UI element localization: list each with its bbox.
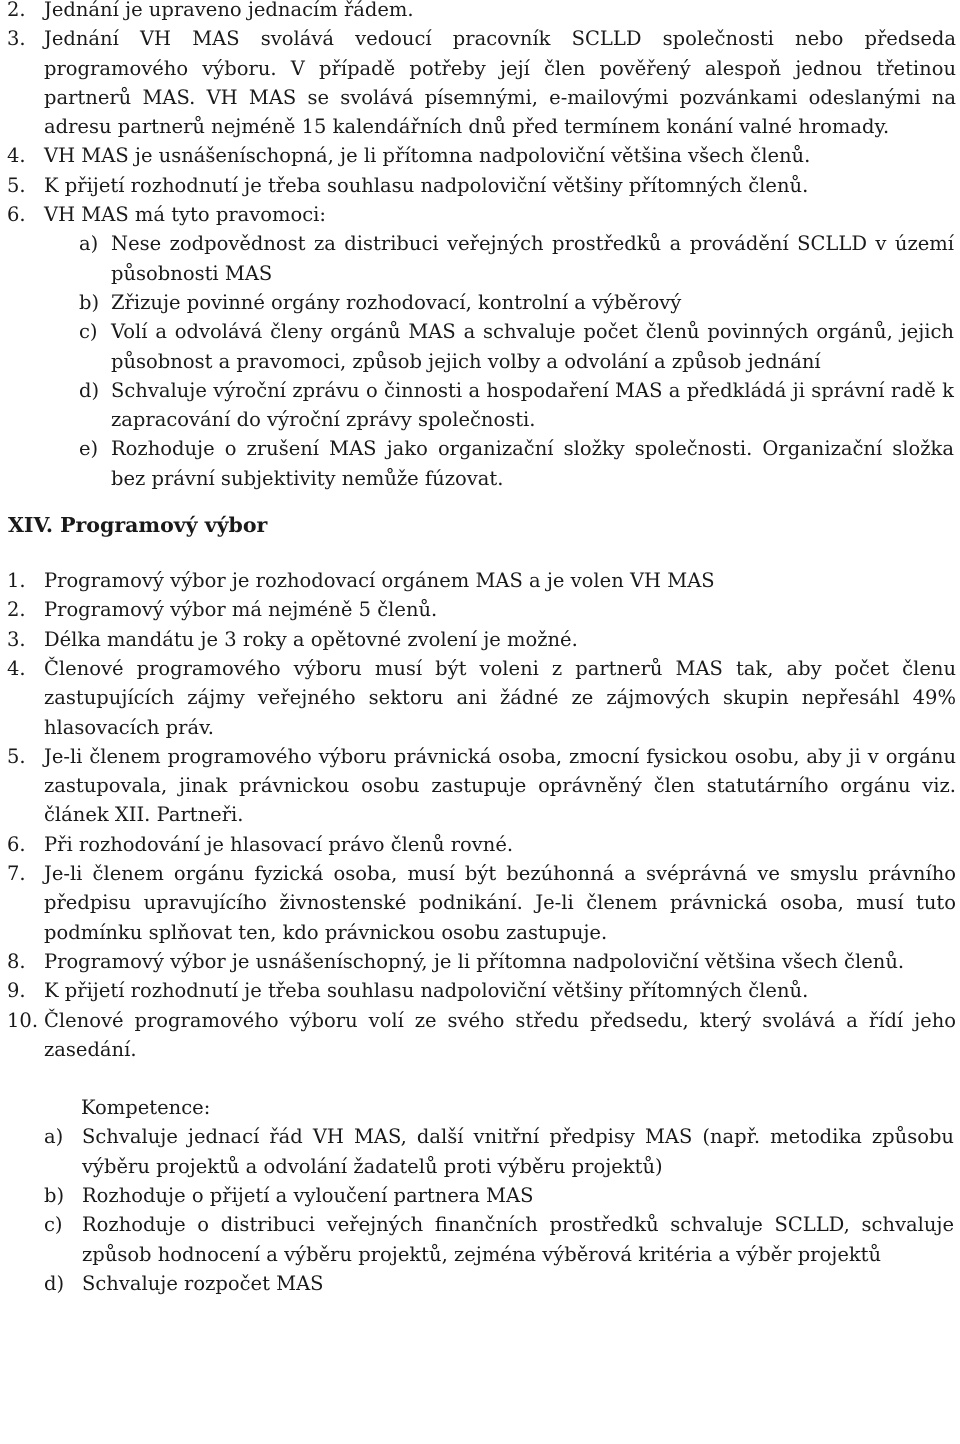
list-item (4, 830, 956, 859)
section-heading: XIV. Programový výbor (8, 513, 268, 538)
sub-item-text: Schvaluje výroční zprávu o činnosti a hospodaření MAS a předkládá ji správní radě k zapracování do výroční zprávy společnosti. (111, 378, 954, 432)
sub-item-text: Nese zodpovědnost za distribuci veřejných prostředků a provádění SCLLD v území působnosti MAS (111, 232, 954, 285)
item-number: 6. (7, 832, 26, 856)
sub-item-label: b) (44, 1183, 65, 1207)
sublist-kompetence (4, 1122, 956, 1298)
sub-item (44, 1210, 956, 1269)
sub-item-text: Rozhoduje o distribuci veřejných finančních prostředků schvaluje SCLLD, schvaluje způsob hodnocení a výběru projektů, zejména výběrová kritéria a výběr projektů (82, 1213, 954, 1266)
item-number: 1. (7, 569, 26, 593)
sub-item-text: Schvaluje rozpočet MAS (82, 1271, 324, 1295)
sub-item-text: Zřizuje povinné orgány rozhodovací, kontrolní a výběrový (111, 290, 682, 314)
sub-item-label: d) (79, 378, 100, 402)
sub-item-label: e) (79, 437, 99, 461)
sub-item-text: Rozhoduje o zrušení MAS jako organizační složky společnosti. Organizační složka bez právní subjektivity nemůže fúzovat. (111, 437, 954, 490)
item-number: 3. (7, 627, 26, 651)
kompetence-title: Kompetence: (81, 1096, 211, 1120)
list-item (4, 947, 956, 976)
item-number: 2. (7, 0, 26, 21)
sub-item-label: c) (79, 320, 98, 344)
list-item (4, 976, 956, 1005)
sub-item-label: c) (44, 1213, 63, 1237)
sub-item (42, 376, 956, 435)
item-text: K přijetí rozhodnutí je třeba souhlasu nadpoloviční většiny přítomných členů. (44, 979, 809, 1003)
sub-item (42, 229, 956, 288)
sub-item-label: a) (44, 1125, 64, 1149)
sublist-pravomoci (4, 229, 956, 493)
list-item (4, 625, 956, 654)
sub-item (42, 317, 956, 376)
sub-item-label: b) (79, 290, 100, 314)
sub-item-text: Schvaluje jednací řád VH MAS, další vnitřní předpisy MAS (např. metodika způsobu výběru projektů a odvolání žadatelů proti výběru projektů) (82, 1125, 954, 1178)
item-number: 7. (7, 862, 26, 886)
list-articles-xiv (4, 566, 956, 1064)
item-text: Programový výbor má nejméně 5 členů. (44, 598, 438, 622)
item-number: 8. (7, 949, 26, 973)
item-number: 10. (7, 1008, 39, 1032)
item-text: Je-li členem programového výboru právnická osoba, zmocní fysickou osobu, aby ji v orgánu zastupovala, jinak právnickou osobu zastupuje oprávněný člen statutárního orgánu viz. článek XII. Partneři. (44, 744, 956, 827)
item-text: Programový výbor je usnášeníschopný, je li přítomna nadpoloviční většina všech členů. (44, 949, 905, 973)
list-item (4, 141, 956, 170)
item-number: 3. (7, 27, 26, 51)
sub-item (42, 434, 956, 493)
sub-item-text: Volí a odvolává členy orgánů MAS a schvaluje počet členů povinných orgánů, jejich působnost a pravomoci, způsob jejich volby a odvolání a způsob jednání (111, 320, 954, 373)
item-text: Členové programového výboru volí ze svého středu předsedu, který svolává a řídí jeho zasedání. (44, 1008, 956, 1061)
item-text: VH MAS má tyto pravomoci: (44, 203, 326, 227)
item-number: 2. (7, 598, 26, 622)
item-text: Programový výbor je rozhodovací orgánem MAS a je volen VH MAS (44, 569, 715, 593)
list-item (4, 0, 956, 24)
item-number: 9. (7, 979, 26, 1003)
item-text: Členové programového výboru musí být voleni z partnerů MAS tak, aby počet členu zastupujících zájmy veřejného sektoru ani žádné ze zájmových skupin nepřesáhl 49% hlasovacích práv. (44, 656, 956, 739)
item-number: 5. (7, 744, 26, 768)
list-item (4, 654, 956, 742)
sub-item (44, 1122, 956, 1181)
list-item (4, 1006, 956, 1065)
list-item (4, 742, 956, 830)
item-text: VH MAS je usnášeníschopná, je li přítomna nadpoloviční většina všech členů. (44, 144, 811, 168)
item-number: 6. (7, 203, 26, 227)
list-item (4, 24, 956, 141)
list-item (4, 566, 956, 595)
item-number: 5. (7, 173, 26, 197)
item-text: Při rozhodování je hlasovací právo členů rovné. (44, 832, 514, 856)
item-text: Jednání je upraveno jednacím řádem. (44, 0, 414, 21)
list-item (4, 595, 956, 624)
sub-item (44, 1269, 956, 1298)
item-text: K přijetí rozhodnutí je třeba souhlasu nadpoloviční většiny přítomných členů. (44, 173, 809, 197)
sub-item (42, 288, 956, 317)
item-text: Délka mandátu je 3 roky a opětovné zvolení je možné. (44, 627, 578, 651)
item-number: 4. (7, 656, 26, 680)
item-number: 4. (7, 144, 26, 168)
item-text: Je-li členem orgánu fyzická osoba, musí být bezúhonná a svéprávná ve smyslu právního předpisu upravujícího živnostenské podnikání. Je-li členem právnická osoba, musí tuto podmínku splňovat ten, kdo právnickou osobu zastupuje. (44, 862, 956, 944)
sub-item-label: d) (44, 1271, 65, 1295)
item-text: Jednání VH MAS svolává vedoucí pracovník SCLLD společnosti nebo předseda programového výboru. V případě potřeby její člen pověřený alespoň jednou třetinou partnerů MAS. VH MAS se svolává písemnými, e-mailovými pozvánkami odeslanými na adresu partnerů nejméně 15 kalendářních dnů před termínem konání valné hromady. (44, 27, 956, 139)
sub-item-label: a) (79, 232, 99, 256)
list-item (4, 200, 956, 229)
list-item (4, 859, 956, 947)
list-articles-top (4, 0, 956, 229)
sub-item (44, 1181, 956, 1210)
list-item (4, 171, 956, 200)
sub-item-text: Rozhoduje o přijetí a vyloučení partnera MAS (82, 1183, 534, 1207)
